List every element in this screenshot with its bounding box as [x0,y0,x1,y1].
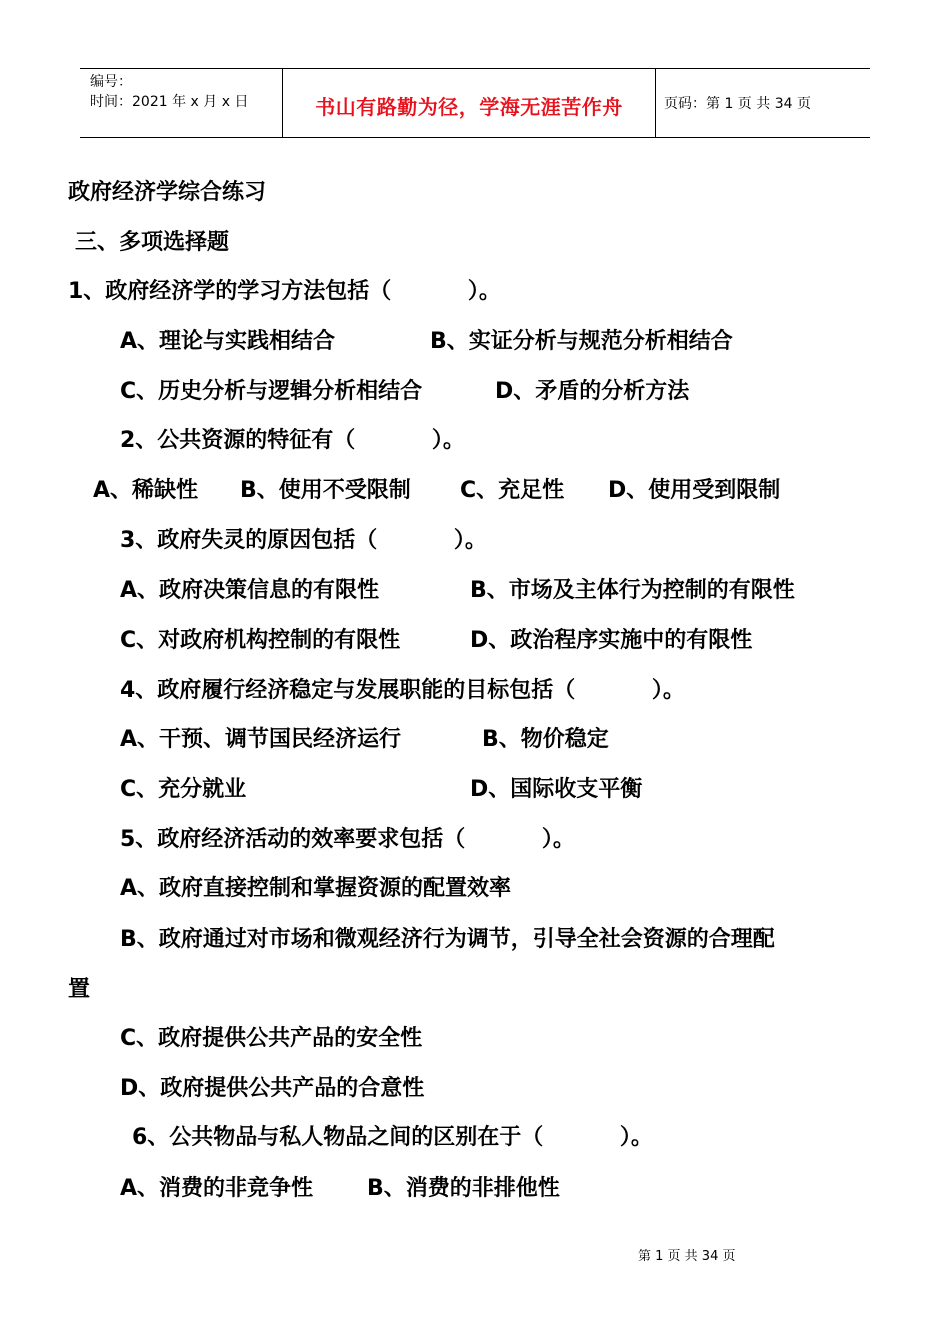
question-5: 5、政府经济活动的效率要求包括（ ）。 [120,827,575,852]
option-5c: C、政府提供公共产品的安全性 [120,1026,423,1051]
option-1d: D、矛盾的分析方法 [495,379,690,404]
option-3c: C、对政府机构控制的有限性 [120,628,401,653]
option-3a: A、政府决策信息的有限性 [120,578,380,603]
motto: 书山有路勤为径，学海无涯苦作舟 [315,95,623,119]
question-1: 1、政府经济学的学习方法包括（ ）。 [68,279,501,304]
time-label: 时间：2021 年 x 月 x 日 [90,94,249,110]
option-2b: B、使用不受限制 [240,478,411,503]
question-3: 3、政府失灵的原因包括（ ）。 [120,528,487,553]
option-4b: B、物价稳定 [482,727,609,752]
page-info: 页码：第 1 页 共 34 页 [664,96,811,112]
option-4c: C、充分就业 [120,777,247,802]
question-4: 4、政府履行经济稳定与发展职能的目标包括（ ）。 [120,678,685,703]
option-3d: D、政治程序实施中的有限性 [470,628,753,653]
option-1a: A、理论与实践相结合 [120,329,336,354]
header-left-cell [80,69,282,137]
option-4d: D、国际收支平衡 [470,777,643,802]
header-right-cell [655,69,870,137]
option-2a: A、稀缺性 [93,478,199,503]
number-label: 编号： [90,74,132,90]
doc-title: 政府经济学综合练习 [68,180,267,205]
question-6: 6、公共物品与私人物品之间的区别在于（ ）。 [132,1125,653,1150]
option-5d: D、政府提供公共产品的合意性 [120,1076,425,1101]
section-heading: 三、多项选择题 [75,230,230,255]
option-6a: A、消费的非竞争性 [120,1176,314,1201]
option-6b: B、消费的非排他性 [367,1176,560,1201]
option-2d: D、使用受到限制 [608,478,781,503]
header-center-cell [282,69,656,137]
option-3b: B、市场及主体行为控制的有限性 [470,578,795,603]
question-2: 2、公共资源的特征有（ ）。 [120,428,465,453]
option-4a: A、干预、调节国民经济运行 [120,727,402,752]
option-5b: B、政府通过对市场和微观经济行为调节，引导全社会资源的合理配 [120,927,775,952]
option-1b: B、实证分析与规范分析相结合 [430,329,733,354]
option-5b-wrap: 置 [68,977,91,1002]
option-5a: A、政府直接控制和掌握资源的配置效率 [120,876,512,901]
page-footer: 第 1 页 共 34 页 [638,1249,736,1264]
header-table [80,68,870,138]
option-2c: C、充足性 [460,478,565,503]
option-1c: C、历史分析与逻辑分析相结合 [120,379,423,404]
